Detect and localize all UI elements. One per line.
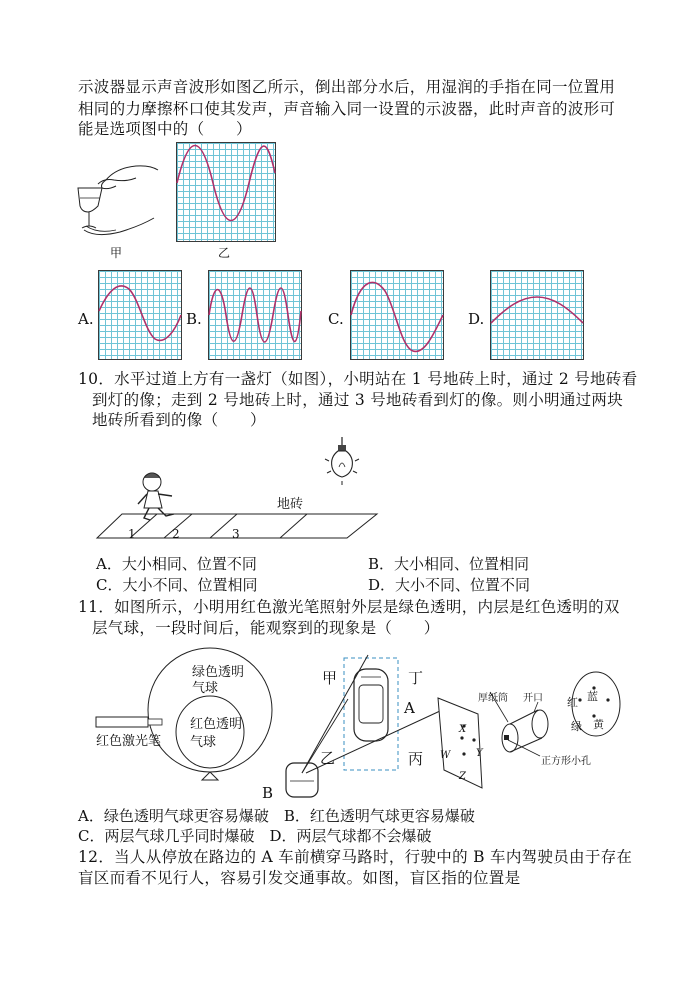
q9-option-b-label: B. <box>186 310 202 328</box>
square-hole-label: 正方形小孔 <box>541 756 591 767</box>
waveform-option-a <box>98 270 182 360</box>
tile-label: 地砖 <box>277 497 304 512</box>
inner-balloon-label-2: 气球 <box>190 735 217 750</box>
q10-line-2: 到灯的像；走到 2 号地砖上时，通过 3 号地砖看到灯的像。则小明通过两块 <box>92 391 624 409</box>
color-green-label: 绿 <box>571 720 582 733</box>
waveform-option-c <box>350 270 444 360</box>
point-y-label: Y <box>476 748 483 759</box>
q11-line-2: 层气球，一段时间后，能观察到的现象是（ ） <box>92 619 440 637</box>
balloon-figure <box>92 650 282 790</box>
inner-balloon-label-1: 红色透明 <box>190 717 243 732</box>
outer-balloon-label-2: 气球 <box>192 681 219 696</box>
point-x-label: X <box>459 724 467 735</box>
fig-label-yi: 乙 <box>218 246 231 260</box>
waveform-original-curve <box>177 143 275 241</box>
tile-number-3: 3 <box>232 527 240 541</box>
outer-balloon-label-1: 绿色透明 <box>192 665 245 680</box>
point-z-label: Z <box>459 771 466 782</box>
car-label-ding: 丁 <box>408 669 424 687</box>
waveform-option-c-curve <box>351 271 443 359</box>
tile-number-2: 2 <box>172 527 180 541</box>
q10-option-d: D．大小不同、位置不同 <box>368 576 531 594</box>
q9-line-1: 示波器显示声音波形如图乙所示，倒出部分水后，用湿润的手指在同一位置用 <box>78 78 616 96</box>
color-blue-label: 蓝 <box>587 690 598 703</box>
q11-line-1: 11．如图所示，小明用红色激光笔照射外层是绿色透明，内层是红色透明的双 <box>78 598 620 616</box>
waveform-original <box>176 142 276 242</box>
q11-option-ab: A．绿色透明气球更容易爆破 B．红色透明气球更容易爆破 <box>78 807 475 825</box>
q12-line-1: 12．当人从停放在路边的 A 车前横穿马路时，行驶中的 B 车内驾驶员由于存在 <box>78 848 633 866</box>
tile-number-1: 1 <box>128 527 136 541</box>
car-label-yi: 乙 <box>320 749 336 767</box>
q10-option-c: C．大小不同、位置相同 <box>96 576 258 594</box>
car-label-bing: 丙 <box>408 750 424 768</box>
waveform-option-b <box>208 270 302 360</box>
waveform-option-b-curve <box>209 271 301 359</box>
car-label-jia: 甲 <box>322 669 338 687</box>
goblet-hand-figure <box>76 160 158 240</box>
q9-option-d-label: D. <box>468 310 485 328</box>
waveform-option-d-curve <box>491 271 583 359</box>
q10-line-1: 10．水平过道上方有一盏灯（如图），小明站在 1 号地砖上时，通过 2 号地砖看 <box>78 370 638 388</box>
q9-line-3: 能是选项图中的（ ） <box>78 120 252 138</box>
q10-option-b: B．大小相同、位置相同 <box>368 555 530 573</box>
opening-label: 开口 <box>523 693 543 704</box>
q12-line-2: 盲区而看不见行人，容易引发交通事故。如图，盲区指的位置是 <box>78 869 521 887</box>
car-label-a: A <box>404 699 415 717</box>
color-yellow-label: 黄 <box>593 718 604 731</box>
waveform-option-d <box>490 270 584 360</box>
car-label-b: B <box>262 784 274 802</box>
q9-line-2: 相同的力摩擦杯口使其发声，声音输入同一设置的示波器，此时声音的波形可 <box>78 100 616 118</box>
q10-option-a: A．大小相同、位置不同 <box>96 555 257 573</box>
point-w-label: W <box>440 750 451 761</box>
q9-option-a-label: A. <box>78 310 94 328</box>
cardboard-tube-label: 厚纸筒 <box>478 693 508 704</box>
fig-label-jia: 甲 <box>110 246 123 260</box>
q11-option-cd: C．两层气球几乎同时爆破 D．两层气球都不会爆破 <box>78 827 432 845</box>
laser-pen-label: 红色激光笔 <box>96 734 162 749</box>
q9-option-c-label: C. <box>328 310 344 328</box>
q10-line-3: 地砖所看到的像（ ） <box>92 411 266 429</box>
waveform-option-a-curve <box>99 271 181 359</box>
color-red-label: 红 <box>567 696 578 709</box>
